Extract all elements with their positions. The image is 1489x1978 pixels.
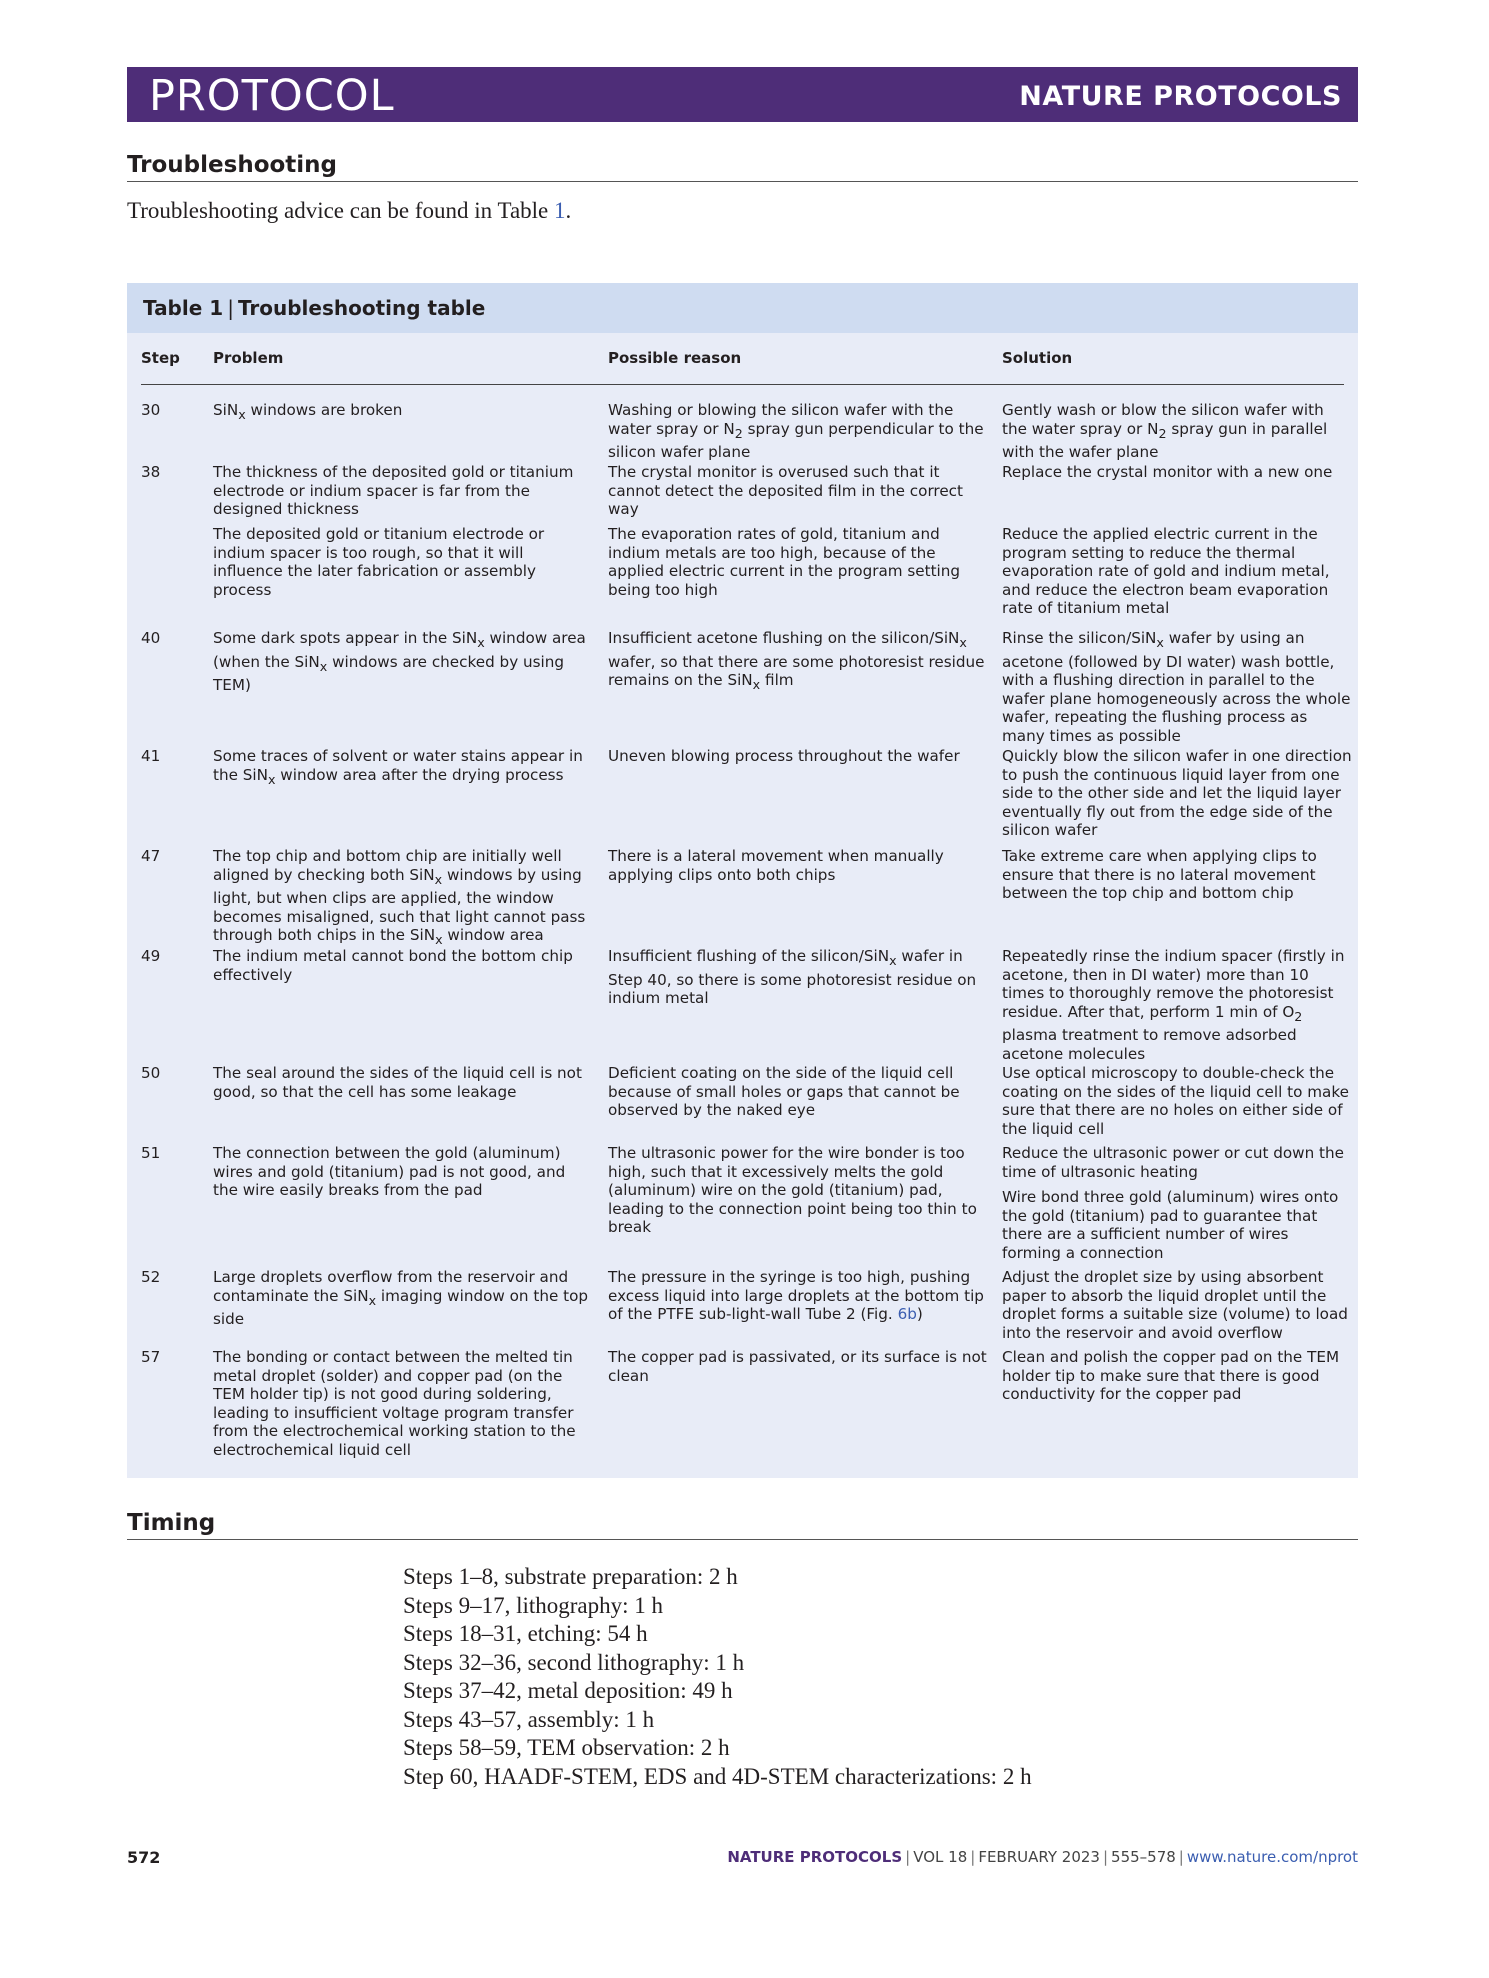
table-label: Table 1 bbox=[143, 296, 224, 320]
timing-line: Steps 9–17, lithography: 1 h bbox=[403, 1592, 664, 1618]
table-caption: Troubleshooting table bbox=[237, 296, 486, 320]
timing-line: Steps 1–8, substrate preparation: 2 h bbox=[403, 1564, 738, 1589]
table-title-separator: | bbox=[227, 296, 234, 320]
row-solution-alt: Wire bond three gold (aluminum) wires onto the gold (titanium) pad to guarantee that there are a sufficient number of wires forming a connection bbox=[1002, 1188, 1339, 1262]
header-banner bbox=[127, 67, 1358, 122]
row-problem: The indium metal cannot bond the bottom chip effectively bbox=[213, 947, 573, 984]
row-reason: The crystal monitor is overused such that it cannot detect the deposited film in the correct way bbox=[608, 463, 963, 519]
row-reason: There is a lateral movement when manually applying clips onto both chips bbox=[608, 847, 944, 884]
row-problem: The thickness of the deposited gold or titanium electrode or indium spacer is far from the designed thickness bbox=[213, 463, 574, 519]
header-rule bbox=[141, 384, 1344, 385]
row-step: 38 bbox=[141, 463, 161, 481]
footer-url[interactable]: www.nature.com/nprot bbox=[1186, 1848, 1358, 1866]
row-step: 50 bbox=[141, 1064, 161, 1082]
row-reason: Deficient coating on the side of the liquid cell because of small holes or gaps that cannot be observed by the naked eye bbox=[608, 1064, 960, 1120]
row-reason: The copper pad is passivated, or its surface is not clean bbox=[608, 1348, 987, 1385]
col-header-solution: Solution bbox=[1002, 349, 1073, 367]
row-solution: Replace the crystal monitor with a new one bbox=[1002, 463, 1333, 481]
row-solution: Reduce the applied electric current in the program setting to reduce the thermal evaporation rate of gold and indium metal, and reduce the electron beam evaporation rate of titanium metal bbox=[1002, 525, 1330, 618]
row-solution: Rinse the silicon/SiN$_x$ wafer by using an acetone (followed by DI water) wash bottle, with a flushing direction in parallel to the wafer plane homogeneously across the whole wafer, repeating the flushing process as many times as possible bbox=[1002, 629, 1351, 745]
row-step: 30 bbox=[141, 401, 161, 419]
table-title bbox=[143, 296, 485, 320]
page-number: 572 bbox=[127, 1848, 161, 1867]
troubleshooting-table bbox=[127, 283, 1358, 1478]
row-step: 49 bbox=[141, 947, 161, 965]
row-problem: The bonding or contact between the melted tin metal droplet (solder) and copper pad (on the TEM holder tip) is not good during soldering, leading to insufficient voltage program transfer from the electrochemical working station to the electrochemical liquid cell bbox=[213, 1348, 576, 1459]
row-problem: The top chip and bottom chip are initially well aligned by checking both SiN$_x$ windows by using light, but when clips are applied, the window becomes misaligned, such that light cannot pass through both chips in the SiN$_x$ window area bbox=[213, 847, 586, 948]
row-solution: Repeatedly rinse the indium spacer (firstly in acetone, then in DI water) more than 10 times to thoroughly remove the photoresist residue. After that, perform 1 min of $O_2$ plasma treatment to remove adsorbed acetone molecules bbox=[1002, 947, 1345, 1063]
timing-line: Steps 18–31, etching: 54 h bbox=[403, 1621, 648, 1646]
footer-citation: NATURE PROTOCOLS | VOL 18 | FEBRUARY 2023 | 555–578 | www.nature.com/nprot bbox=[727, 1848, 1358, 1866]
row-problem: The connection between the gold (aluminum) wires and gold (titanium) pad is not good, and the wire easily breaks from the pad bbox=[213, 1144, 566, 1200]
row-reason: Washing or blowing the silicon wafer with the water spray or $N_2$ spray gun perpendicular to the silicon wafer plane bbox=[608, 401, 984, 462]
row-solution: Use optical microscopy to double-check the coating on the sides of the liquid cell to make sure that there are no holes on either side of the liquid cell bbox=[1002, 1064, 1349, 1138]
table-title-bar bbox=[127, 283, 1358, 333]
row-problem: The deposited gold or titanium electrode or indium spacer is too rough, so that it will influence the later fabrication or assembly process bbox=[213, 525, 545, 599]
timing-list bbox=[403, 1563, 1032, 1791]
troubleshooting-text-before: Troubleshooting advice can be found in Table bbox=[127, 198, 555, 223]
troubleshooting-text-after: . bbox=[565, 198, 572, 223]
row-solution: Take extreme care when applying clips to ensure that there is no lateral movement between the top chip and bottom chip bbox=[1002, 847, 1317, 903]
row-reason: The ultrasonic power for the wire bonder is too high, such that it excessively melts the gold (aluminum) wire on the gold (titanium) pad, leading to the connection point being too thin to break bbox=[608, 1144, 977, 1237]
timing-line: Steps 43–57, assembly: 1 h bbox=[403, 1706, 655, 1732]
row-solution: Quickly blow the silicon wafer in one direction to push the continuous liquid layer from one side to the other side and let the liquid layer eventually fly out from the edge side of the silicon wafer bbox=[1002, 747, 1352, 840]
row-problem: The seal around the sides of the liquid cell is not good, so that the cell has some leakage bbox=[213, 1064, 582, 1101]
row-problem: Large droplets overflow from the reservoir and contaminate the SiN$_x$ imaging window on the top side bbox=[213, 1268, 589, 1329]
row-step: 52 bbox=[141, 1268, 161, 1286]
row-problem: SiN$_x$ windows are broken bbox=[213, 401, 403, 423]
row-step: 40 bbox=[141, 629, 161, 647]
row-step: 57 bbox=[141, 1348, 161, 1366]
row-reason: The pressure in the syringe is too high, pushing excess liquid into large droplets at the bottom tip of the PTFE sub-light-wall Tube 2 (Fig. 6b) bbox=[608, 1268, 984, 1324]
timing-line: Step 60, HAADF-STEM, EDS and 4D-STEM characterizations: 2 h bbox=[403, 1763, 1032, 1789]
row-solution: Clean and polish the copper pad on the TEM holder tip to make sure that there is good conductivity for the copper pad bbox=[1002, 1348, 1340, 1404]
footer-volume: VOL 18 bbox=[913, 1848, 968, 1866]
troubleshooting-heading: Troubleshooting bbox=[127, 152, 1358, 182]
row-reason: Insufficient acetone flushing on the silicon/SiN$_x$ wafer, so that there are some photoresist residue remains on the SiN$_x$ film bbox=[608, 629, 985, 693]
footer-journal: NATURE PROTOCOLS bbox=[727, 1848, 903, 1866]
row-reason: Insufficient flushing of the silicon/SiN$_x$ wafer in Step 40, so there is some photoresist residue on indium metal bbox=[608, 947, 977, 1008]
row-solution: Gently wash or blow the silicon wafer with the water spray or $N_2$ spray gun in parallel with the wafer plane bbox=[1002, 401, 1328, 462]
row-reason: Uneven blowing process throughout the wafer bbox=[608, 747, 960, 765]
timing-line: Steps 32–36, second lithography: 1 h bbox=[403, 1649, 745, 1675]
journal-name: NATURE PROTOCOLS bbox=[1019, 81, 1342, 112]
timing-line: Steps 58–59, TEM observation: 2 h bbox=[403, 1735, 730, 1760]
col-header-problem: Problem bbox=[213, 349, 284, 367]
row-problem: Some traces of solvent or water stains appear in the SiN$_x$ window area after the drying process bbox=[213, 747, 583, 787]
footer-pages: 555–578 bbox=[1111, 1848, 1176, 1866]
troubleshooting-text bbox=[127, 198, 571, 224]
article-type: PROTOCOL bbox=[149, 71, 395, 121]
col-header-reason: Possible reason bbox=[608, 349, 742, 367]
row-solution: Adjust the droplet size by using absorbent paper to absorb the liquid droplet until the droplet forms a suitable size (volume) to load into the reservoir and avoid overflow bbox=[1002, 1268, 1348, 1342]
row-step: 41 bbox=[141, 747, 161, 765]
row-solution: Reduce the ultrasonic power or cut down the time of ultrasonic heating bbox=[1002, 1144, 1344, 1181]
row-step: 47 bbox=[141, 847, 161, 865]
row-step: 51 bbox=[141, 1144, 161, 1162]
table-1-link[interactable]: 1 bbox=[554, 198, 566, 223]
col-header-step: Step bbox=[141, 349, 180, 367]
footer-date: FEBRUARY 2023 bbox=[978, 1848, 1100, 1866]
row-problem: Some dark spots appear in the SiN$_x$ window area (when the SiN$_x$ windows are checked by using TEM) bbox=[213, 629, 586, 695]
timing-heading: Timing bbox=[127, 1510, 1358, 1540]
row-reason: The evaporation rates of gold, titanium and indium metals are too high, because of the applied electric current in the program setting being too high bbox=[608, 525, 961, 599]
timing-line: Steps 37–42, metal deposition: 49 h bbox=[403, 1678, 733, 1703]
